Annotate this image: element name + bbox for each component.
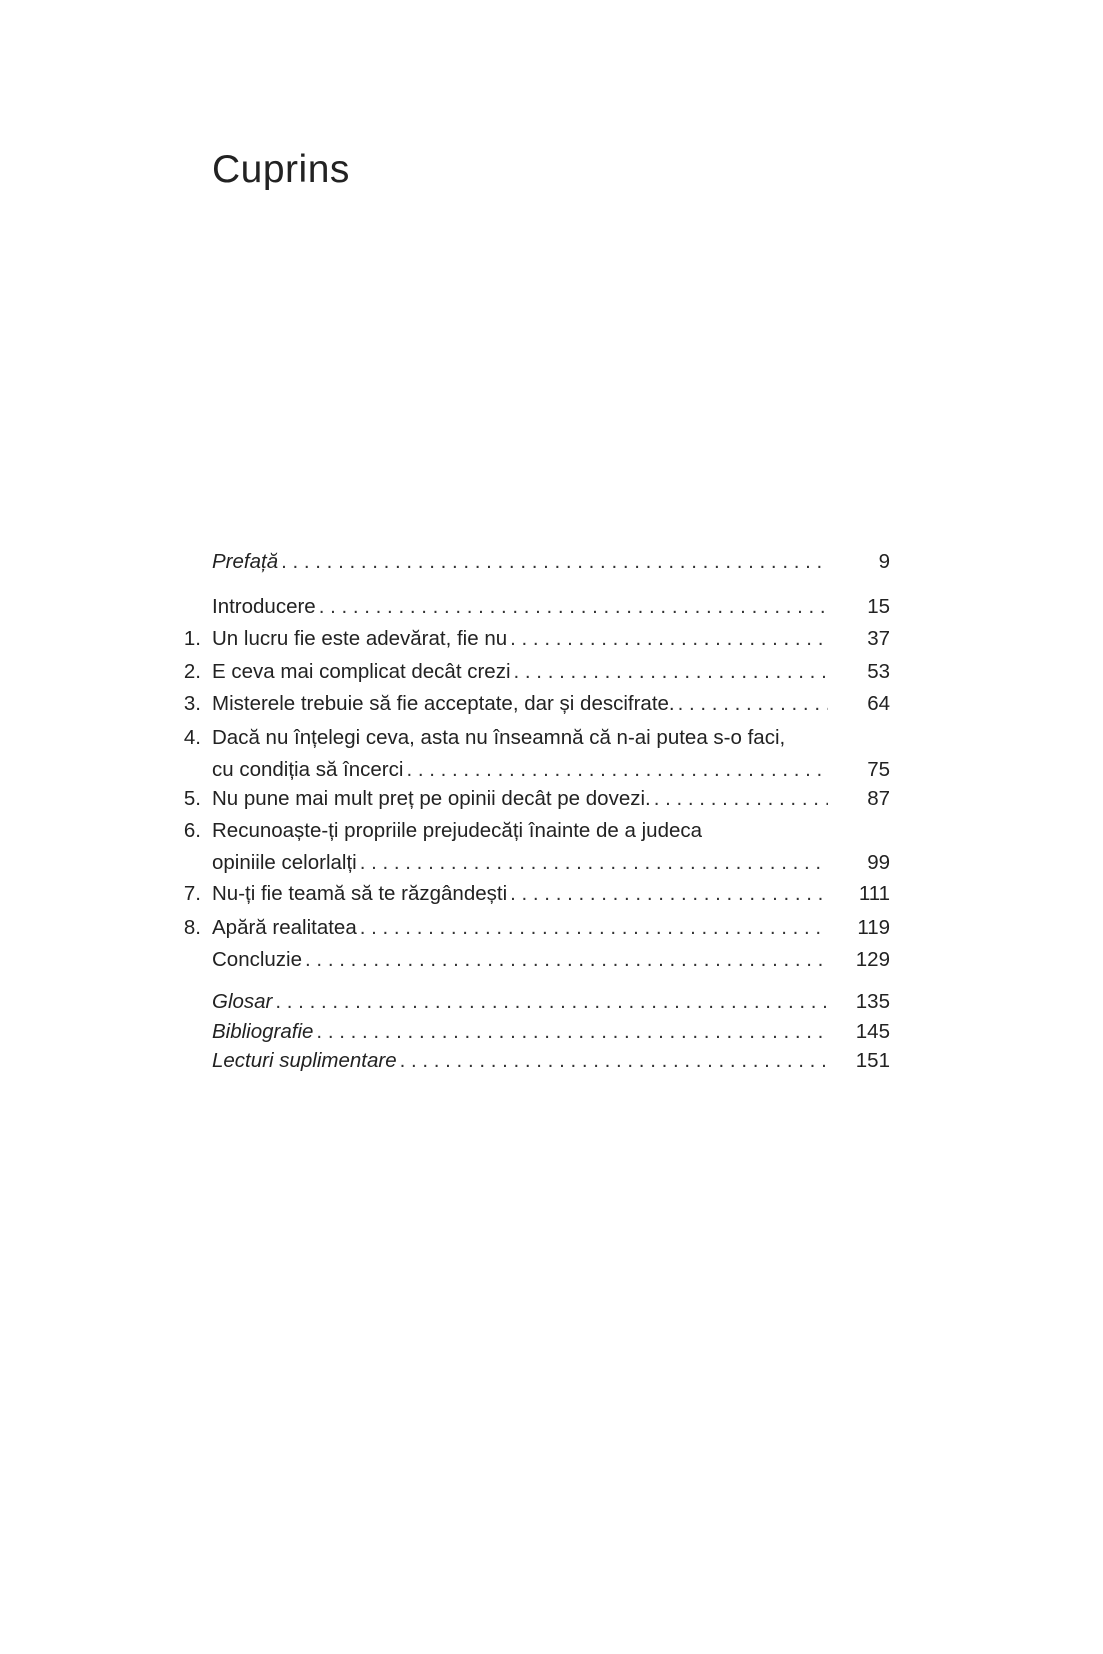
toc-entry-title: Introducere: [212, 595, 316, 618]
toc-page-number: 135: [855, 990, 890, 1013]
toc-dot-leader: [275, 985, 828, 1019]
toc-dot-leader: [360, 911, 828, 945]
toc-page-number: 151: [855, 1049, 890, 1072]
toc-page-number: 145: [855, 1020, 890, 1043]
toc-dot-leader: [400, 1044, 828, 1078]
toc-dot-leader: [514, 655, 828, 689]
toc-entry-number: 5.: [183, 787, 201, 810]
toc-entry-number: 6.: [183, 819, 201, 842]
toc-entry-title: Nu-ți fie teamă să te răzgândești: [212, 882, 508, 905]
toc-entry-title: Bibliografie: [212, 1020, 314, 1043]
toc-dot-leader: [305, 943, 828, 977]
toc-page-number: 99: [867, 851, 890, 874]
toc-page-number: 75: [867, 758, 890, 781]
page-title: Cuprins: [212, 148, 350, 191]
toc-dot-leader: [360, 846, 828, 880]
toc-dot-leader: [510, 877, 828, 911]
toc-entry-number: 3.: [183, 692, 201, 715]
toc-page-number: 87: [867, 787, 890, 810]
toc-page-number: 119: [857, 916, 890, 939]
toc-page-number: 129: [855, 948, 890, 971]
toc-page-number: 15: [867, 595, 890, 618]
toc-entry-title: Recunoaște-ți propriile prejudecăți înainte de a judeca: [212, 819, 703, 842]
toc-entry-title: Nu pune mai mult preț pe opinii decât pe dovezi.: [212, 787, 651, 810]
toc-dot-leader: [281, 545, 828, 579]
toc-page-number: 37: [867, 627, 890, 650]
toc-entry-number: 4.: [183, 726, 201, 749]
toc-dot-leader: [510, 622, 828, 656]
toc-dot-leader: [654, 782, 828, 816]
toc-entry-number: 7.: [183, 882, 201, 905]
toc-entry-title: Un lucru fie este adevărat, fie nu: [212, 627, 508, 650]
toc-entry-title: E ceva mai complicat decât crezi: [212, 660, 511, 683]
toc-entry-title: cu condiția să încerci: [212, 758, 404, 781]
toc-page-number: 9: [878, 550, 890, 573]
toc-page-number: 111: [858, 882, 890, 905]
toc-entry-title: Prefață: [212, 550, 279, 573]
toc-page-number: 64: [867, 692, 890, 715]
toc-entry-title: Lecturi suplimentare: [212, 1049, 397, 1072]
toc-entry-title: Glosar: [212, 990, 273, 1013]
toc-entry-title: Concluzie: [212, 948, 303, 971]
toc-page-number: 53: [867, 660, 890, 683]
toc-dot-leader: [319, 590, 828, 624]
toc-entry-title: Dacă nu înțelegi ceva, asta nu înseamnă că n-ai putea s-o faci,: [212, 726, 786, 749]
toc-entry-title: Apără realitatea: [212, 916, 357, 939]
toc-entry-number: 1.: [183, 627, 201, 650]
toc-entry-title: opiniile celorlalți: [212, 851, 357, 874]
toc-entry-title: Misterele trebuie să fie acceptate, dar și descifrate.: [212, 692, 675, 715]
toc-dot-leader: [678, 687, 828, 721]
toc-entry-number: 8.: [183, 916, 201, 939]
toc-entry-number: 2.: [183, 660, 201, 683]
